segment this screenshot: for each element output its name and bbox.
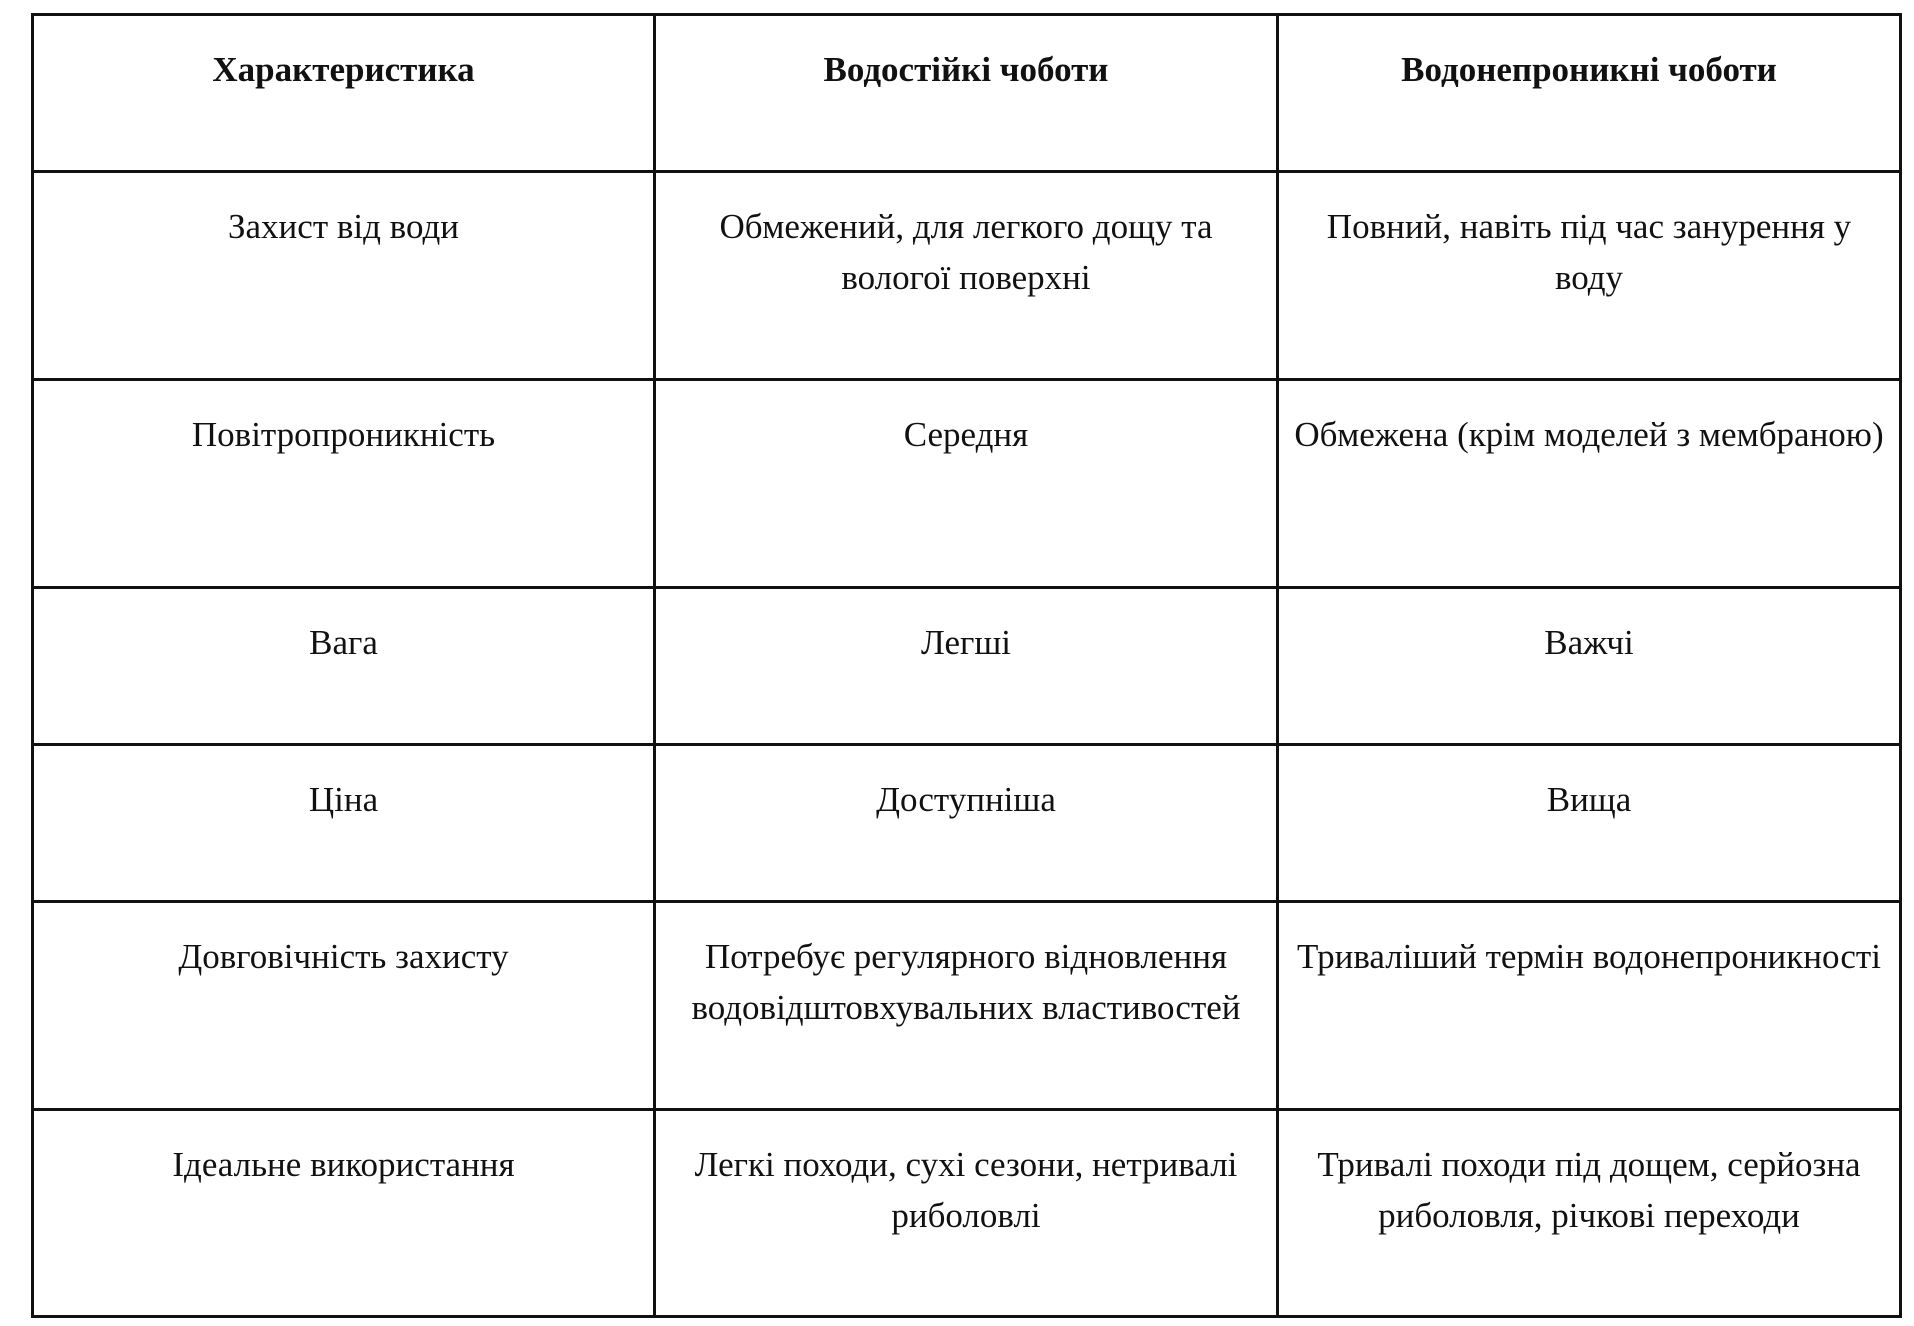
table-cell: Потребує регулярного відновлення водовідштовхувальних властивостей [655, 902, 1278, 1110]
table-cell: Захист від води [33, 172, 655, 380]
table-cell: Обмежений, для легкого дощу та вологої поверхні [655, 172, 1278, 380]
table-cell: Доступніша [655, 745, 1278, 902]
table-cell: Вища [1278, 745, 1901, 902]
table-cell: Важчі [1278, 588, 1901, 745]
table-cell: Ціна [33, 745, 655, 902]
table-row-breathability [33, 380, 1901, 588]
table-row-ideal-use [33, 1110, 1901, 1317]
table-cell: Вага [33, 588, 655, 745]
table-cell: Легкі походи, сухі сезони, нетривалі риболовлі [655, 1110, 1278, 1317]
comparison-table [31, 13, 1902, 1318]
table-row-water-protection [33, 172, 1901, 380]
comparison-table-container [31, 13, 1899, 1318]
table-cell: Повітропроникність [33, 380, 655, 588]
table-cell: Довговічність захисту [33, 902, 655, 1110]
header-characteristic: Характеристика [33, 15, 655, 172]
table-cell: Обмежена (крім моделей з мембраною) [1278, 380, 1901, 588]
table-cell: Тривалі походи під дощем, серйозна риболовля, річкові переходи [1278, 1110, 1901, 1317]
table-cell: Ідеальне використання [33, 1110, 655, 1317]
table-cell: Триваліший термін водонепроникності [1278, 902, 1901, 1110]
table-header-row [33, 15, 1901, 172]
table-row-weight [33, 588, 1901, 745]
table-cell: Повний, навіть під час занурення у воду [1278, 172, 1901, 380]
header-waterproof: Водонепроникні чоботи [1278, 15, 1901, 172]
table-cell: Легші [655, 588, 1278, 745]
table-row-durability [33, 902, 1901, 1110]
table-row-price [33, 745, 1901, 902]
table-cell: Середня [655, 380, 1278, 588]
header-water-resistant: Водостійкі чоботи [655, 15, 1278, 172]
